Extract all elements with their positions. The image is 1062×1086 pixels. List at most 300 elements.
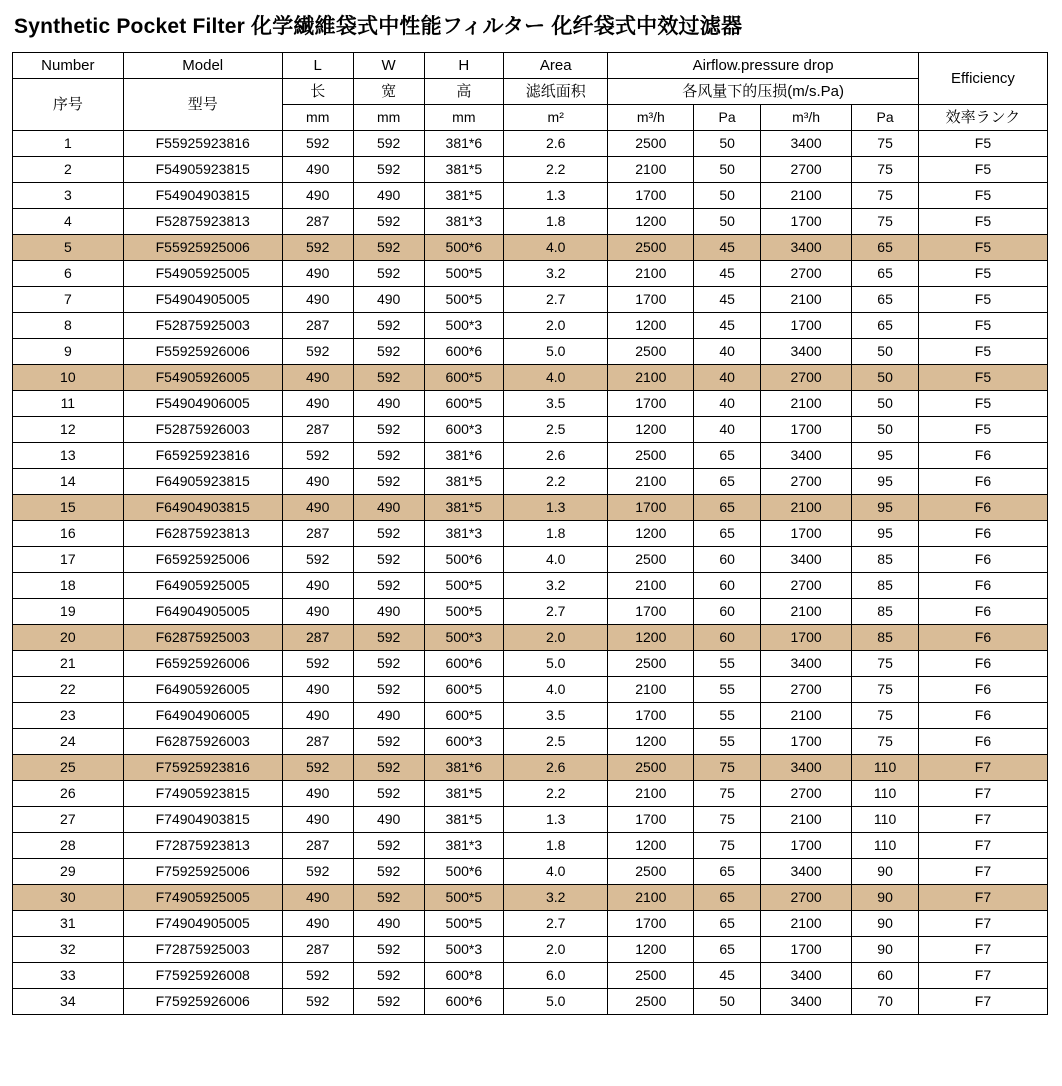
cell-height: 600*6 [424,989,504,1015]
cell-model: F55925923816 [123,131,282,157]
cell-airflow-1: 2100 [608,573,694,599]
cell-model: F62875925003 [123,625,282,651]
cell-efficiency: F7 [918,885,1047,911]
cell-pressure-1: 65 [694,885,761,911]
cell-area: 2.0 [504,937,608,963]
cell-pressure-1: 40 [694,391,761,417]
table-row [13,651,1048,677]
cell-width: 592 [353,209,424,235]
table-row [13,755,1048,781]
cell-length: 592 [282,989,353,1015]
table-row [13,417,1048,443]
cell-width: 592 [353,625,424,651]
cell-pressure-2: 90 [852,859,919,885]
header-area-cn: 滤纸面积 [504,79,608,105]
cell-length: 592 [282,131,353,157]
cell-airflow-2: 2700 [760,885,851,911]
cell-airflow-1: 1200 [608,937,694,963]
table-row [13,391,1048,417]
cell-airflow-1: 2500 [608,443,694,469]
cell-efficiency: F5 [918,235,1047,261]
cell-pressure-2: 90 [852,937,919,963]
cell-height: 381*5 [424,157,504,183]
cell-length: 490 [282,469,353,495]
cell-number: 28 [13,833,124,859]
cell-airflow-2: 3400 [760,755,851,781]
table-row [13,859,1048,885]
cell-length: 592 [282,235,353,261]
cell-model: F64905925005 [123,573,282,599]
cell-area: 2.0 [504,313,608,339]
cell-length: 592 [282,859,353,885]
cell-area: 3.2 [504,573,608,599]
cell-airflow-1: 2500 [608,547,694,573]
cell-airflow-1: 2100 [608,365,694,391]
cell-width: 592 [353,859,424,885]
table-row [13,443,1048,469]
table-row [13,703,1048,729]
cell-number: 27 [13,807,124,833]
header-number-cn: 序号 [13,79,124,131]
cell-width: 592 [353,469,424,495]
cell-area: 1.8 [504,209,608,235]
cell-number: 7 [13,287,124,313]
cell-airflow-2: 3400 [760,235,851,261]
header-height-cn: 高 [424,79,504,105]
cell-width: 592 [353,573,424,599]
cell-height: 381*3 [424,833,504,859]
cell-airflow-2: 2700 [760,365,851,391]
cell-length: 592 [282,651,353,677]
cell-width: 592 [353,885,424,911]
cell-pressure-2: 90 [852,885,919,911]
table-row [13,625,1048,651]
cell-area: 1.3 [504,495,608,521]
cell-height: 500*5 [424,599,504,625]
cell-efficiency: F6 [918,469,1047,495]
cell-airflow-2: 1700 [760,209,851,235]
cell-airflow-1: 2100 [608,885,694,911]
cell-height: 381*3 [424,521,504,547]
cell-area: 2.0 [504,625,608,651]
cell-number: 30 [13,885,124,911]
cell-pressure-1: 50 [694,183,761,209]
header-width-en: W [353,53,424,79]
cell-airflow-1: 1700 [608,183,694,209]
cell-model: F55925926006 [123,339,282,365]
header-unit-pressure-2: Pa [852,105,919,131]
cell-width: 592 [353,963,424,989]
cell-airflow-2: 1700 [760,521,851,547]
cell-area: 4.0 [504,677,608,703]
table-row [13,495,1048,521]
cell-pressure-2: 75 [852,703,919,729]
cell-airflow-2: 2700 [760,261,851,287]
cell-airflow-2: 2700 [760,573,851,599]
cell-pressure-2: 95 [852,443,919,469]
cell-length: 490 [282,495,353,521]
cell-height: 381*5 [424,183,504,209]
cell-efficiency: F6 [918,443,1047,469]
cell-model: F65925926006 [123,651,282,677]
cell-airflow-2: 1700 [760,417,851,443]
cell-area: 4.0 [504,547,608,573]
cell-pressure-1: 55 [694,729,761,755]
cell-number: 21 [13,651,124,677]
cell-height: 500*3 [424,937,504,963]
cell-area: 1.3 [504,183,608,209]
cell-pressure-2: 85 [852,625,919,651]
cell-efficiency: F6 [918,703,1047,729]
cell-efficiency: F5 [918,183,1047,209]
cell-height: 600*3 [424,417,504,443]
cell-width: 592 [353,313,424,339]
table-row [13,833,1048,859]
cell-height: 381*5 [424,807,504,833]
cell-efficiency: F6 [918,495,1047,521]
cell-pressure-1: 65 [694,937,761,963]
header-length-en: L [282,53,353,79]
cell-area: 2.7 [504,599,608,625]
header-width-cn: 宽 [353,79,424,105]
cell-model: F52875925003 [123,313,282,339]
cell-length: 287 [282,937,353,963]
table-row [13,573,1048,599]
cell-airflow-2: 3400 [760,989,851,1015]
cell-length: 592 [282,547,353,573]
cell-airflow-1: 1200 [608,729,694,755]
cell-model: F64905923815 [123,469,282,495]
cell-efficiency: F7 [918,963,1047,989]
cell-airflow-2: 1700 [760,833,851,859]
cell-height: 500*5 [424,287,504,313]
table-row [13,469,1048,495]
table-row [13,313,1048,339]
cell-area: 2.2 [504,157,608,183]
cell-pressure-2: 95 [852,495,919,521]
table-row [13,781,1048,807]
cell-efficiency: F5 [918,157,1047,183]
cell-number: 34 [13,989,124,1015]
table-row [13,183,1048,209]
cell-width: 592 [353,547,424,573]
cell-length: 490 [282,157,353,183]
cell-airflow-2: 1700 [760,313,851,339]
cell-model: F54904906005 [123,391,282,417]
cell-length: 490 [282,599,353,625]
cell-airflow-2: 3400 [760,443,851,469]
cell-pressure-2: 110 [852,781,919,807]
cell-pressure-1: 55 [694,651,761,677]
cell-width: 490 [353,807,424,833]
cell-airflow-1: 2500 [608,963,694,989]
cell-efficiency: F5 [918,287,1047,313]
table-row [13,963,1048,989]
cell-airflow-2: 1700 [760,625,851,651]
header-efficiency-en: Efficiency [918,53,1047,105]
cell-pressure-1: 65 [694,911,761,937]
cell-model: F52875923813 [123,209,282,235]
cell-width: 592 [353,781,424,807]
cell-pressure-1: 60 [694,625,761,651]
cell-efficiency: F7 [918,807,1047,833]
cell-width: 592 [353,651,424,677]
table-row [13,937,1048,963]
cell-height: 600*5 [424,365,504,391]
cell-number: 8 [13,313,124,339]
cell-pressure-2: 65 [852,235,919,261]
cell-pressure-1: 65 [694,495,761,521]
cell-model: F74904903815 [123,807,282,833]
cell-airflow-2: 3400 [760,131,851,157]
cell-width: 592 [353,937,424,963]
cell-model: F72875923813 [123,833,282,859]
cell-pressure-2: 50 [852,417,919,443]
cell-height: 500*6 [424,859,504,885]
cell-length: 490 [282,573,353,599]
cell-airflow-2: 2100 [760,287,851,313]
cell-efficiency: F7 [918,755,1047,781]
table-row [13,157,1048,183]
cell-pressure-1: 55 [694,677,761,703]
cell-airflow-2: 3400 [760,651,851,677]
cell-model: F54904903815 [123,183,282,209]
cell-length: 490 [282,365,353,391]
cell-model: F72875925003 [123,937,282,963]
cell-number: 33 [13,963,124,989]
cell-width: 592 [353,339,424,365]
cell-airflow-1: 2500 [608,755,694,781]
cell-width: 490 [353,703,424,729]
cell-efficiency: F6 [918,599,1047,625]
cell-height: 600*6 [424,339,504,365]
cell-length: 490 [282,807,353,833]
cell-height: 381*5 [424,469,504,495]
cell-area: 2.7 [504,287,608,313]
cell-pressure-2: 75 [852,157,919,183]
header-row-chinese [13,79,1048,105]
cell-length: 592 [282,755,353,781]
cell-area: 2.6 [504,443,608,469]
cell-pressure-1: 65 [694,469,761,495]
cell-pressure-2: 60 [852,963,919,989]
cell-width: 592 [353,365,424,391]
cell-efficiency: F6 [918,547,1047,573]
cell-efficiency: F5 [918,261,1047,287]
cell-area: 2.5 [504,417,608,443]
cell-pressure-1: 60 [694,599,761,625]
cell-airflow-2: 2700 [760,781,851,807]
cell-pressure-2: 90 [852,911,919,937]
cell-length: 287 [282,313,353,339]
cell-number: 11 [13,391,124,417]
cell-efficiency: F6 [918,729,1047,755]
table-row [13,677,1048,703]
cell-pressure-2: 75 [852,677,919,703]
cell-area: 2.2 [504,781,608,807]
cell-width: 592 [353,157,424,183]
cell-airflow-2: 2100 [760,391,851,417]
cell-width: 592 [353,677,424,703]
cell-model: F65925923816 [123,443,282,469]
cell-area: 3.5 [504,391,608,417]
cell-pressure-2: 65 [852,313,919,339]
cell-width: 592 [353,989,424,1015]
cell-area: 4.0 [504,365,608,391]
cell-model: F74904905005 [123,911,282,937]
cell-height: 381*3 [424,209,504,235]
cell-number: 23 [13,703,124,729]
cell-airflow-1: 1200 [608,625,694,651]
table-row [13,989,1048,1015]
header-model-cn: 型号 [123,79,282,131]
cell-airflow-1: 1200 [608,209,694,235]
cell-airflow-2: 1700 [760,937,851,963]
cell-pressure-1: 75 [694,781,761,807]
header-airflow-pressure-en: Airflow.pressure drop [608,53,919,79]
cell-efficiency: F5 [918,209,1047,235]
cell-pressure-2: 50 [852,391,919,417]
cell-height: 381*6 [424,131,504,157]
cell-height: 500*5 [424,573,504,599]
cell-airflow-1: 2500 [608,339,694,365]
cell-length: 490 [282,911,353,937]
cell-pressure-2: 50 [852,365,919,391]
cell-length: 490 [282,703,353,729]
cell-pressure-2: 95 [852,521,919,547]
header-length-cn: 长 [282,79,353,105]
cell-number: 25 [13,755,124,781]
table-row [13,209,1048,235]
cell-width: 490 [353,911,424,937]
cell-width: 490 [353,599,424,625]
cell-efficiency: F5 [918,365,1047,391]
cell-length: 592 [282,339,353,365]
cell-area: 5.0 [504,339,608,365]
cell-efficiency: F6 [918,573,1047,599]
cell-model: F54905925005 [123,261,282,287]
cell-width: 592 [353,261,424,287]
cell-area: 6.0 [504,963,608,989]
cell-airflow-2: 2100 [760,703,851,729]
cell-model: F75925926008 [123,963,282,989]
cell-airflow-2: 3400 [760,859,851,885]
cell-width: 592 [353,755,424,781]
cell-number: 5 [13,235,124,261]
cell-pressure-1: 50 [694,131,761,157]
cell-airflow-2: 2100 [760,495,851,521]
cell-number: 24 [13,729,124,755]
cell-height: 600*6 [424,651,504,677]
cell-length: 287 [282,729,353,755]
cell-model: F74905925005 [123,885,282,911]
cell-pressure-1: 65 [694,859,761,885]
header-unit-airflow-2: m³/h [760,105,851,131]
cell-pressure-1: 75 [694,807,761,833]
cell-length: 490 [282,391,353,417]
cell-number: 16 [13,521,124,547]
cell-airflow-1: 2100 [608,261,694,287]
cell-number: 4 [13,209,124,235]
cell-area: 2.7 [504,911,608,937]
cell-number: 1 [13,131,124,157]
cell-pressure-1: 75 [694,833,761,859]
cell-number: 20 [13,625,124,651]
cell-airflow-1: 2100 [608,157,694,183]
table-row [13,885,1048,911]
cell-height: 600*3 [424,729,504,755]
cell-airflow-2: 3400 [760,547,851,573]
table-row [13,261,1048,287]
cell-area: 5.0 [504,651,608,677]
header-unit-airflow-1: m³/h [608,105,694,131]
cell-airflow-2: 2100 [760,183,851,209]
cell-width: 592 [353,417,424,443]
cell-pressure-1: 45 [694,235,761,261]
cell-pressure-2: 75 [852,131,919,157]
cell-number: 19 [13,599,124,625]
header-unit-width: mm [353,105,424,131]
cell-length: 490 [282,261,353,287]
cell-airflow-1: 2500 [608,235,694,261]
cell-pressure-2: 65 [852,261,919,287]
cell-pressure-1: 55 [694,703,761,729]
table-row [13,547,1048,573]
cell-number: 15 [13,495,124,521]
cell-height: 600*5 [424,703,504,729]
cell-pressure-1: 45 [694,963,761,989]
cell-length: 287 [282,521,353,547]
cell-pressure-1: 40 [694,339,761,365]
cell-height: 500*5 [424,885,504,911]
cell-model: F74905923815 [123,781,282,807]
table-row [13,365,1048,391]
table-row [13,729,1048,755]
cell-pressure-2: 110 [852,755,919,781]
cell-model: F54904905005 [123,287,282,313]
cell-airflow-2: 3400 [760,339,851,365]
cell-width: 490 [353,391,424,417]
cell-number: 3 [13,183,124,209]
header-unit-area: m² [504,105,608,131]
header-number-en: Number [13,53,124,79]
cell-length: 287 [282,417,353,443]
cell-width: 592 [353,131,424,157]
cell-airflow-1: 1200 [608,521,694,547]
cell-model: F55925925006 [123,235,282,261]
cell-number: 22 [13,677,124,703]
cell-pressure-2: 85 [852,547,919,573]
cell-airflow-1: 2500 [608,131,694,157]
cell-airflow-1: 1700 [608,495,694,521]
cell-airflow-1: 1200 [608,417,694,443]
table-row [13,599,1048,625]
table-row [13,339,1048,365]
cell-airflow-1: 1700 [608,287,694,313]
cell-airflow-1: 2500 [608,859,694,885]
cell-pressure-2: 95 [852,469,919,495]
cell-number: 26 [13,781,124,807]
cell-pressure-2: 70 [852,989,919,1015]
cell-model: F64904906005 [123,703,282,729]
cell-model: F64905926005 [123,677,282,703]
cell-area: 3.5 [504,703,608,729]
cell-height: 600*5 [424,391,504,417]
table-row [13,911,1048,937]
header-unit-pressure-1: Pa [694,105,761,131]
cell-height: 600*5 [424,677,504,703]
header-pressure-drop-cn: 各风量下的压损(m/s.Pa) [608,79,919,105]
